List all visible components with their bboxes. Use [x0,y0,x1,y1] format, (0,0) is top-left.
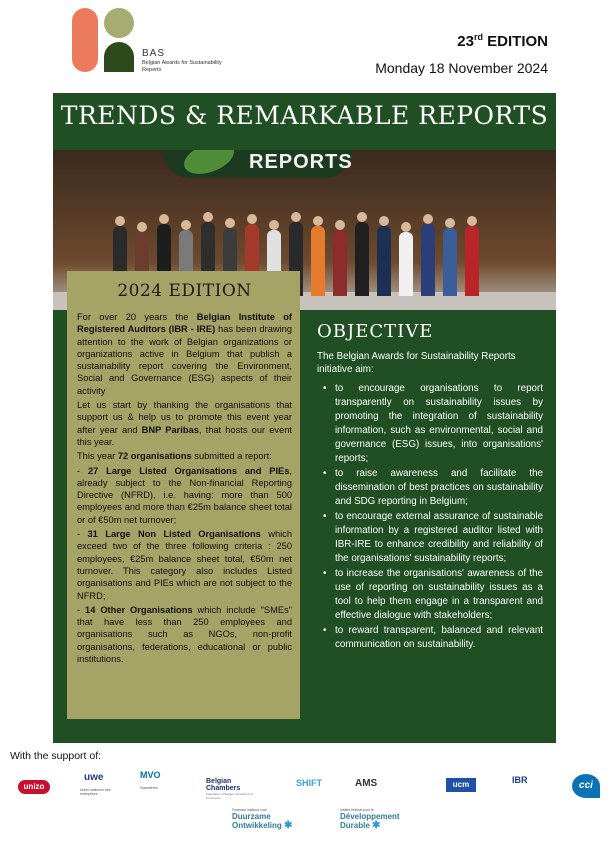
list-item: • to raise awareness and facilitate the dissemination of best practices on sustainability and SDG reporting in Belgium; [323,467,543,509]
edition-word: EDITION [482,33,548,50]
ams-logo: AMS [355,778,378,789]
uwe-logo: uwe Union wallonne des entreprises [80,772,111,796]
objective-heading: OBJECTIVE [317,321,434,342]
person-figure [399,232,413,296]
logo-circle-shape [104,8,134,38]
count-paragraph: This year 72 organisations submitted a report: [77,451,272,462]
person-figure [421,224,435,296]
shift-logo: SHIFT [296,778,322,788]
photo-screen-text: REPORTS [249,151,353,173]
edition-suffix: rd [473,32,483,42]
person-figure [377,226,391,296]
developpement-durable-logo: Institut fédéral pour le Développement Durable ✱ [340,808,400,831]
category-other: - 14 Other Organisations which include "SMEs" that have less than 250 employees and organisations such as NGOs, non-profit organisations, federations, educational or public institutions. [77,604,293,665]
support-label: With the support of: [10,750,102,762]
category-large-non-listed: - 31 Large Non Listed Organisations which exceed two of the three following criteria : 250 employees, €25m balance sheet total, €50m net turnover. This category also includes Listed organisations and PIEs which are not subject to the NFRD; [77,529,292,601]
person-figure [443,228,457,296]
main-panel [53,93,556,743]
person-figure [465,226,479,296]
duurzame-ontwikkeling-logo: Federaal Instituut voor Duurzame Ontwikkeling ✱ [232,808,293,831]
list-item: • to reward transparent, balanced and relevant communication on sustainability. [323,624,543,652]
page-title: TRENDS & REMARKABLE REPORTS [60,101,549,130]
edition-number: 23 [457,33,474,50]
ibr-logo: IBR [512,775,528,785]
category-large-listed: - 27 Large Listed Organisations and PIEs, already subject to the Non-financial Reporting Directive (NFRD), i.e. having: more than 500 employees and more than €25m balance sheet total or of €50m net turnover; [77,465,292,525]
intro-paragraph: For over 20 years the Belgian Institute of Registered Auditors (IBR - IRE) has been drawing attention to the work of Belgian organizations or organizations active in Belgium that publish a sustainability report covering the Environment, Social and Governance (ESG) aspects of their activity [77,312,292,396]
event-date: Monday 18 November 2024 [375,60,548,76]
star-icon: ✱ [284,820,293,831]
list-item: • to encourage organisations to report transparently on sustainability issues by promoting the integration of sustainability information, such as environmental, social and governance (ESG) issues, into organisations' reports; [323,382,543,466]
cci-logo: cci [572,774,600,798]
edition-label [457,32,548,50]
person-figure [333,230,347,296]
mvo-logo: MVO Vlaanderen [140,770,161,790]
thanks-paragraph: Let us start by thanking the organisations that support us & help us to promote this event year after year and BNP Paribas, that hosts our event this year. [77,400,293,447]
star-icon: ✱ [372,820,381,831]
list-item: • to encourage external assurance of sustainable information by a registered auditor listed with IBR-IRE to enhance credibility and reliability of the organisations' sustainability reports; [323,510,543,566]
bas-logo [70,6,222,78]
person-figure [355,222,369,296]
ucm-logo: ucm [446,778,476,792]
edition-info-box [67,271,300,719]
list-item: • to increase the organisations' awareness of the use of reporting on sustainability issues as a tool to help them engage in a transparent and effective dialogue with stakeholders; [323,567,543,623]
edition-heading: 2024 EDITION [117,281,252,301]
logo-subtitle: Belgian Awards for Sustainability Reports [142,60,222,73]
logo-pill-shape [72,8,98,72]
logo-arch-shape [104,42,134,72]
unizo-logo: unizo [18,780,50,794]
person-figure [311,226,325,296]
objective-intro: The Belgian Awards for Sustainability Reports initiative aim: [317,351,516,375]
belgian-chambers-logo: Belgian Chambers Federation of Belgian Chambers of Commerce [206,778,253,800]
objective-list [323,382,543,653]
logo-abbreviation: BAS [142,48,166,59]
